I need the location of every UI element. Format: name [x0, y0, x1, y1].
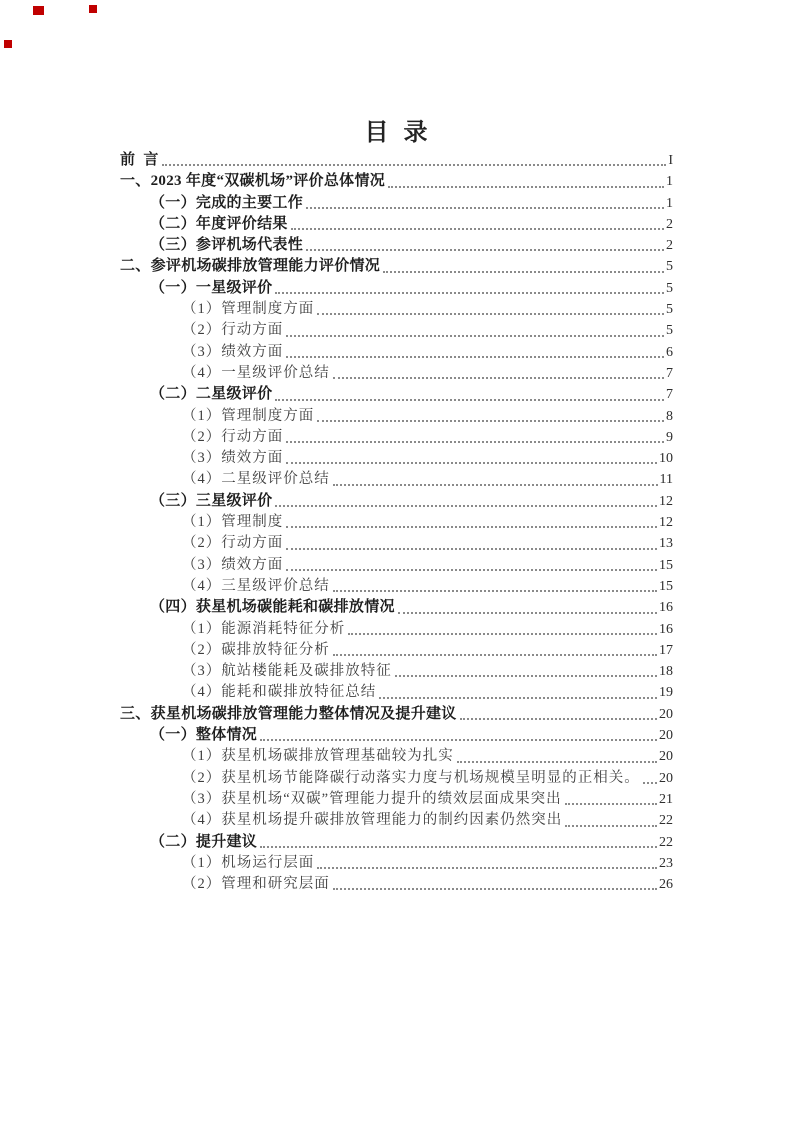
toc-entry-label: （二）年度评价结果 [150, 215, 288, 232]
toc-entry-label: （4）能耗和碳排放特征总结 [182, 684, 377, 701]
page-title: 目 录 [364, 120, 429, 146]
toc-page-number: 16 [659, 600, 673, 616]
toc-entry[interactable] [120, 874, 673, 895]
dot-leader [317, 313, 664, 315]
toc-entry-label: （2）行动方面 [182, 535, 284, 552]
toc-entry[interactable] [120, 427, 673, 448]
toc-entry-label: （3）绩效方面 [182, 450, 284, 467]
dot-leader [333, 590, 657, 592]
toc-page-number: 12 [659, 493, 673, 509]
red-ink-artifact-mark [89, 5, 97, 13]
toc-page-number: 22 [659, 834, 673, 850]
dot-leader [275, 399, 664, 401]
toc-entry-label: （一）整体情况 [150, 727, 258, 744]
dot-leader [291, 228, 664, 230]
toc-page-number: 16 [659, 621, 673, 637]
dot-leader [460, 718, 657, 720]
toc-entry-label: （四）获星机场碳能耗和碳排放情况 [150, 599, 395, 616]
dot-leader [643, 782, 657, 784]
toc-entry-label: （1）获星机场碳排放管理基础较为扎实 [182, 748, 454, 765]
toc-entry[interactable] [120, 320, 673, 341]
toc-page-number: 6 [666, 344, 673, 360]
toc-entry-label: （3）绩效方面 [182, 556, 284, 573]
toc-entry-label: （1）管理制度方面 [182, 301, 315, 318]
dot-leader [306, 249, 664, 251]
toc-page-number: I [668, 153, 673, 168]
toc-entry[interactable] [120, 682, 673, 703]
toc-entry[interactable] [120, 725, 673, 746]
toc-entry[interactable] [120, 193, 673, 214]
dot-leader [388, 186, 664, 188]
dot-leader [286, 526, 657, 528]
dot-leader [379, 697, 657, 699]
dot-leader [260, 846, 657, 848]
toc-page-number: 17 [659, 642, 673, 658]
toc-page-number: 1 [666, 195, 673, 211]
toc-page-number: 8 [666, 408, 673, 424]
dot-leader [398, 612, 657, 614]
toc-entry-label: （二）提升建议 [150, 833, 258, 850]
toc-entry-label: （3）航站楼能耗及碳排放特征 [182, 663, 392, 680]
toc-page-number: 20 [659, 770, 673, 786]
toc-page-number: 20 [659, 749, 673, 765]
dot-leader [286, 356, 664, 358]
toc-entry-label: （一）一星级评价 [150, 279, 273, 296]
toc-page-number: 1 [666, 174, 673, 190]
toc-entry-label: （1）管理制度 [182, 514, 284, 531]
toc-entry[interactable] [120, 342, 673, 363]
toc-entry[interactable] [120, 278, 673, 299]
toc-page-number: 18 [659, 664, 673, 680]
dot-leader [286, 335, 664, 337]
toc-entry-label: （2）行动方面 [182, 428, 284, 445]
toc-entry[interactable] [120, 214, 673, 235]
toc-entry-label: （1）机场运行层面 [182, 854, 315, 871]
toc-entry[interactable] [120, 704, 673, 725]
toc-entry[interactable] [120, 363, 673, 384]
dot-leader [317, 420, 664, 422]
toc-entry-label: 二、参评机场碳排放管理能力评价情况 [120, 258, 381, 275]
toc-entry-label: 一、2023 年度“双碳机场”评价总体情况 [120, 173, 386, 190]
toc-entry-label: （2）管理和研究层面 [182, 876, 330, 893]
toc-page-number: 5 [666, 259, 673, 275]
dot-leader [286, 441, 664, 443]
toc-entry[interactable] [120, 171, 673, 192]
red-ink-artifact-mark [33, 6, 44, 15]
toc-page-number: 22 [659, 813, 673, 829]
toc-entry[interactable] [120, 853, 673, 874]
toc-entry-label: （2）行动方面 [182, 322, 284, 339]
dot-leader [333, 888, 657, 890]
toc-entry-label: 前 言 [120, 152, 159, 168]
toc-page-number: 13 [659, 536, 673, 552]
toc-entry[interactable] [120, 235, 673, 256]
toc-entry-label: （2）获星机场节能降碳行动落实力度与机场规模呈明显的正相关。 [182, 769, 640, 786]
dot-leader [457, 761, 657, 763]
toc-page-number: 23 [659, 855, 673, 871]
dot-leader [286, 548, 657, 550]
toc-entry-label: （2）碳排放特征分析 [182, 641, 330, 658]
toc-list [120, 150, 673, 895]
toc-entry[interactable] [120, 448, 673, 469]
toc-page-number: 15 [659, 578, 673, 594]
toc-entry[interactable] [120, 597, 673, 618]
toc-entry-label: （1）管理制度方面 [182, 407, 315, 424]
toc-entry[interactable] [120, 406, 673, 427]
dot-leader [333, 377, 664, 379]
toc-entry[interactable] [120, 469, 673, 490]
toc-page-number: 11 [659, 472, 673, 488]
dot-leader [348, 633, 657, 635]
toc-entry-label: （3）绩效方面 [182, 343, 284, 360]
toc-page-number: 7 [666, 387, 673, 403]
dot-leader [286, 569, 657, 571]
toc-entry-label: （3）获星机场“双碳”管理能力提升的绩效层面成果突出 [182, 790, 562, 807]
toc-entry[interactable] [120, 512, 673, 533]
toc-entry-label: （三）参评机场代表性 [150, 237, 304, 254]
dot-leader [317, 867, 657, 869]
dot-leader [333, 654, 657, 656]
dot-leader [395, 675, 657, 677]
toc-page-number: 20 [659, 728, 673, 744]
toc-page-number: 21 [659, 791, 673, 807]
toc-entry-label: （1）能源消耗特征分析 [182, 620, 346, 637]
toc-entry[interactable] [120, 789, 673, 810]
toc-page-number: 15 [659, 557, 673, 573]
toc-page-number: 5 [666, 302, 673, 318]
dot-leader [275, 505, 657, 507]
dot-leader [383, 271, 664, 273]
toc-entry[interactable] [120, 384, 673, 405]
dot-leader [333, 484, 658, 486]
toc-entry[interactable] [120, 256, 673, 277]
toc-page-number: 20 [659, 706, 673, 722]
toc-entry[interactable] [120, 150, 673, 171]
dot-leader [275, 292, 664, 294]
red-ink-artifact-mark [4, 40, 12, 48]
toc-entry[interactable] [120, 768, 673, 789]
toc-page-number: 7 [666, 365, 673, 381]
toc-entry-label: （4）一星级评价总结 [182, 364, 330, 381]
toc-entry[interactable] [120, 619, 673, 640]
toc-page-number: 9 [666, 429, 673, 445]
toc-entry-label: （二）二星级评价 [150, 386, 273, 403]
toc-entry[interactable] [120, 555, 673, 576]
toc-entry[interactable] [120, 491, 673, 512]
toc-page-number: 2 [666, 216, 673, 232]
toc-page-number: 5 [666, 280, 673, 296]
dot-leader [565, 803, 657, 805]
toc-entry[interactable] [120, 810, 673, 831]
toc-entry[interactable] [120, 640, 673, 661]
toc-entry-label: （4）二星级评价总结 [182, 471, 330, 488]
toc-entry-label: 三、获星机场碳排放管理能力整体情况及提升建议 [120, 705, 457, 722]
toc-page-number: 5 [666, 323, 673, 339]
toc-entry-label: （一）完成的主要工作 [150, 194, 304, 211]
dot-leader [565, 825, 657, 827]
toc-page-number: 12 [659, 515, 673, 531]
toc-entry-label: （4）三星级评价总结 [182, 577, 330, 594]
dot-leader [286, 462, 657, 464]
toc-page-number: 10 [659, 451, 673, 467]
dot-leader [260, 739, 657, 741]
toc-entry[interactable] [120, 661, 673, 682]
toc-entry[interactable] [120, 533, 673, 554]
toc-entry[interactable] [120, 746, 673, 767]
dot-leader [162, 164, 667, 166]
toc-page-number: 2 [666, 238, 673, 254]
dot-leader [306, 207, 664, 209]
toc-page-number: 19 [659, 685, 673, 701]
toc-page-number: 26 [659, 877, 673, 893]
toc-entry-label: （4）获星机场提升碳排放管理能力的制约因素仍然突出 [182, 812, 563, 829]
toc-entry-label: （三）三星级评价 [150, 492, 273, 509]
toc-entry[interactable] [120, 576, 673, 597]
toc-entry[interactable] [120, 832, 673, 853]
toc-entry[interactable] [120, 299, 673, 320]
